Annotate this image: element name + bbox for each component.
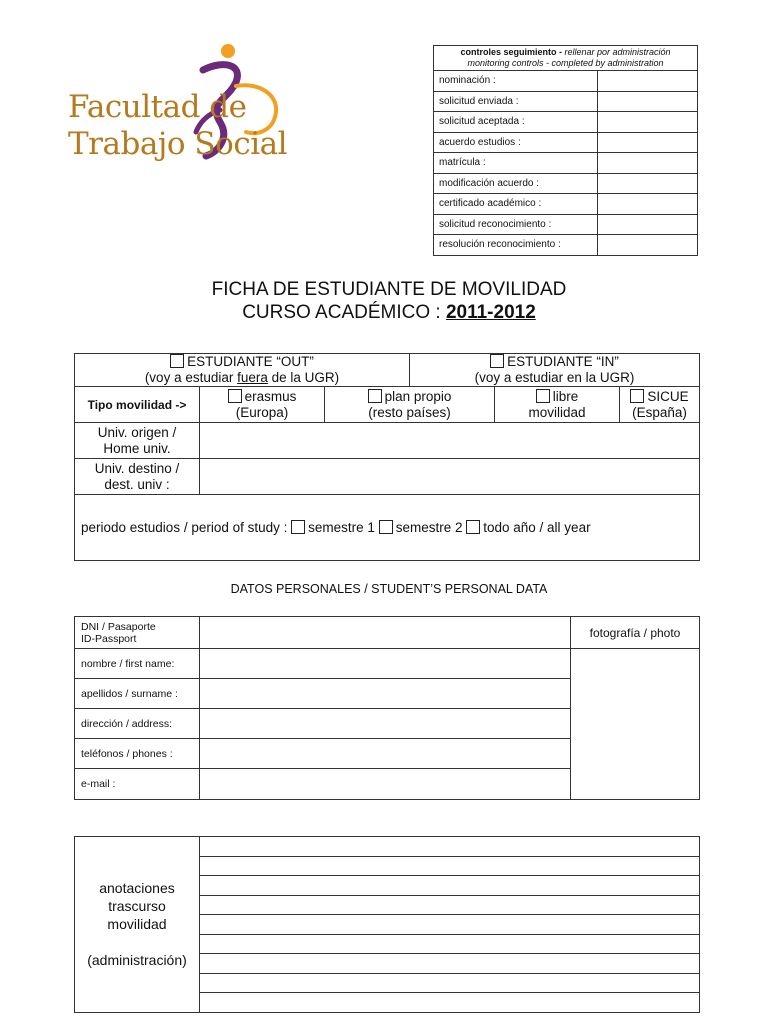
photo-label: fotografía / photo	[571, 617, 700, 649]
period-label: periodo estudios / period of study :	[81, 519, 288, 535]
control-label: solicitud enviada :	[434, 91, 598, 112]
type-libre-cell	[495, 387, 620, 423]
destination-university-field[interactable]	[200, 459, 700, 495]
student-in-sub: (voy a estudiar en la UGR)	[474, 370, 635, 385]
control-value-field[interactable]	[598, 112, 698, 133]
control-row	[434, 194, 698, 215]
sicue-sub: (España)	[632, 404, 687, 420]
destination-label-line2: dest. univ :	[104, 476, 170, 492]
notes-line-field[interactable]	[200, 934, 700, 954]
control-value-field[interactable]	[598, 71, 698, 92]
control-label: modificación acuerdo :	[434, 173, 598, 194]
libre-checkbox[interactable]	[536, 389, 550, 403]
notes-line-field[interactable]	[200, 954, 700, 974]
type-sicue-cell	[620, 387, 700, 423]
surname-field[interactable]	[200, 679, 571, 709]
phones-field[interactable]	[200, 739, 571, 769]
notes-label	[75, 837, 200, 1013]
academic-year-prefix: CURSO ACADÉMICO :	[242, 302, 446, 323]
semester1-label: semestre 1	[308, 519, 375, 535]
sicue-label: SICUE	[647, 388, 689, 404]
first-name-label: nombre / first name:	[75, 649, 200, 679]
notes-line-row	[75, 837, 700, 857]
control-value-field[interactable]	[598, 235, 698, 256]
semester2-label: semestre 2	[395, 519, 463, 535]
notes-label-line4: (administración)	[87, 952, 187, 969]
mobility-type-row	[75, 387, 700, 423]
notes-label-line1: anotaciones	[99, 880, 175, 897]
period-row	[75, 495, 700, 561]
phones-label: teléfonos / phones :	[75, 739, 200, 769]
plan-propio-label: plan propio	[384, 388, 452, 404]
control-row	[434, 112, 698, 133]
academic-year: 2011-2012	[445, 302, 536, 323]
origin-row	[75, 423, 700, 459]
logo-line-1: Facultad de	[68, 89, 247, 125]
student-out-sub-pre: (voy a estudiar	[144, 370, 238, 385]
notes-line-field[interactable]	[200, 895, 700, 915]
control-row	[434, 91, 698, 112]
control-value-field[interactable]	[598, 214, 698, 235]
student-out-label: ESTUDIANTE “OUT”	[187, 354, 314, 369]
notes-label-line3: movilidad	[107, 916, 167, 933]
notes-line-field[interactable]	[200, 993, 700, 1013]
student-type-row	[75, 354, 700, 387]
origin-label-line2: Home univ.	[103, 440, 171, 456]
student-in-label: ESTUDIANTE “IN”	[507, 354, 619, 369]
destination-label-line1: Univ. destino /	[94, 460, 180, 476]
control-value-field[interactable]	[598, 91, 698, 112]
control-row	[434, 214, 698, 235]
address-label: dirección / address:	[75, 709, 200, 739]
student-out-sub-post: de la UGR)	[267, 370, 340, 385]
control-label: matrícula :	[434, 153, 598, 174]
notes-line-field[interactable]	[200, 856, 700, 876]
personal-data-heading: DATOS PERSONALES / STUDENT’S PERSONAL DATA	[230, 582, 548, 596]
notes-label-line2: trascurso	[108, 898, 166, 915]
erasmus-label: erasmus	[244, 388, 297, 404]
academic-year-title	[0, 302, 768, 324]
control-label: certificado académico :	[434, 194, 598, 215]
all-year-label: todo año / all year	[483, 519, 591, 535]
controls-header-line2: monitoring controls - completed by administration	[467, 58, 664, 68]
origin-label-line1: Univ. origen /	[97, 424, 177, 440]
period-cell	[75, 495, 700, 561]
email-field[interactable]	[200, 769, 571, 800]
logo-line-2: Trabajo Social	[68, 126, 288, 162]
control-label: nominación :	[434, 71, 598, 92]
plan-propio-sub: (resto países)	[368, 404, 451, 420]
student-out-checkbox[interactable]	[170, 354, 184, 368]
dni-label-line1: DNI / Pasaporte	[81, 620, 156, 633]
notes-table	[74, 836, 700, 1013]
destination-row	[75, 459, 700, 495]
faculty-logo	[68, 42, 288, 167]
origin-label	[75, 423, 200, 459]
controls-header-italic: rellenar por administración	[564, 47, 671, 57]
personal-data-table	[74, 616, 700, 800]
control-row	[434, 71, 698, 92]
student-out-cell	[75, 354, 410, 387]
notes-line-field[interactable]	[200, 876, 700, 896]
erasmus-sub: (Europa)	[235, 404, 289, 420]
all-year-checkbox[interactable]	[466, 520, 480, 534]
control-value-field[interactable]	[598, 132, 698, 153]
erasmus-checkbox[interactable]	[228, 389, 242, 403]
control-label: acuerdo estudios :	[434, 132, 598, 153]
mobility-table	[74, 353, 700, 561]
plan-propio-checkbox[interactable]	[368, 389, 382, 403]
control-row	[434, 132, 698, 153]
controls-header-row	[434, 46, 698, 71]
surname-label: apellidos / surname :	[75, 679, 200, 709]
page-title: FICHA DE ESTUDIANTE DE MOVILIDAD	[211, 279, 567, 300]
semester1-checkbox[interactable]	[291, 520, 305, 534]
notes-line-field[interactable]	[200, 837, 700, 857]
personal-row	[75, 649, 700, 679]
control-row	[434, 235, 698, 256]
controls-header-bold: controles seguimiento -	[460, 47, 565, 57]
photo-box[interactable]	[571, 649, 700, 800]
dni-row	[75, 617, 700, 649]
control-value-field[interactable]	[598, 194, 698, 215]
control-label: solicitud reconocimiento :	[434, 214, 598, 235]
control-value-field[interactable]	[598, 173, 698, 194]
semester2-checkbox[interactable]	[379, 520, 393, 534]
libre-label: libre	[552, 388, 579, 404]
destination-label	[75, 459, 200, 495]
address-field[interactable]	[200, 709, 571, 739]
first-name-field[interactable]	[200, 649, 571, 679]
logo-head-icon	[221, 44, 235, 58]
dni-label	[75, 617, 200, 649]
type-plan-propio-cell	[325, 387, 495, 423]
student-out-sub-emphasis: fuera	[237, 370, 268, 385]
dni-field[interactable]	[200, 617, 571, 649]
control-row	[434, 173, 698, 194]
libre-sub: movilidad	[528, 404, 586, 420]
origin-university-field[interactable]	[200, 423, 700, 459]
controls-header	[434, 46, 698, 71]
control-label: resolución reconocimiento :	[434, 235, 598, 256]
dni-label-line2: ID-Passport	[81, 632, 137, 645]
student-in-checkbox[interactable]	[490, 354, 504, 368]
email-label: e-mail :	[75, 769, 200, 800]
monitoring-controls-table	[433, 45, 698, 256]
sicue-checkbox[interactable]	[630, 389, 644, 403]
control-label: solicitud aceptada :	[434, 112, 598, 133]
notes-line-field[interactable]	[200, 915, 700, 935]
control-row	[434, 153, 698, 174]
mobility-type-label: Tipo movilidad ->	[75, 387, 200, 423]
control-value-field[interactable]	[598, 153, 698, 174]
student-in-cell	[410, 354, 700, 387]
notes-line-field[interactable]	[200, 973, 700, 993]
type-erasmus-cell	[200, 387, 325, 423]
